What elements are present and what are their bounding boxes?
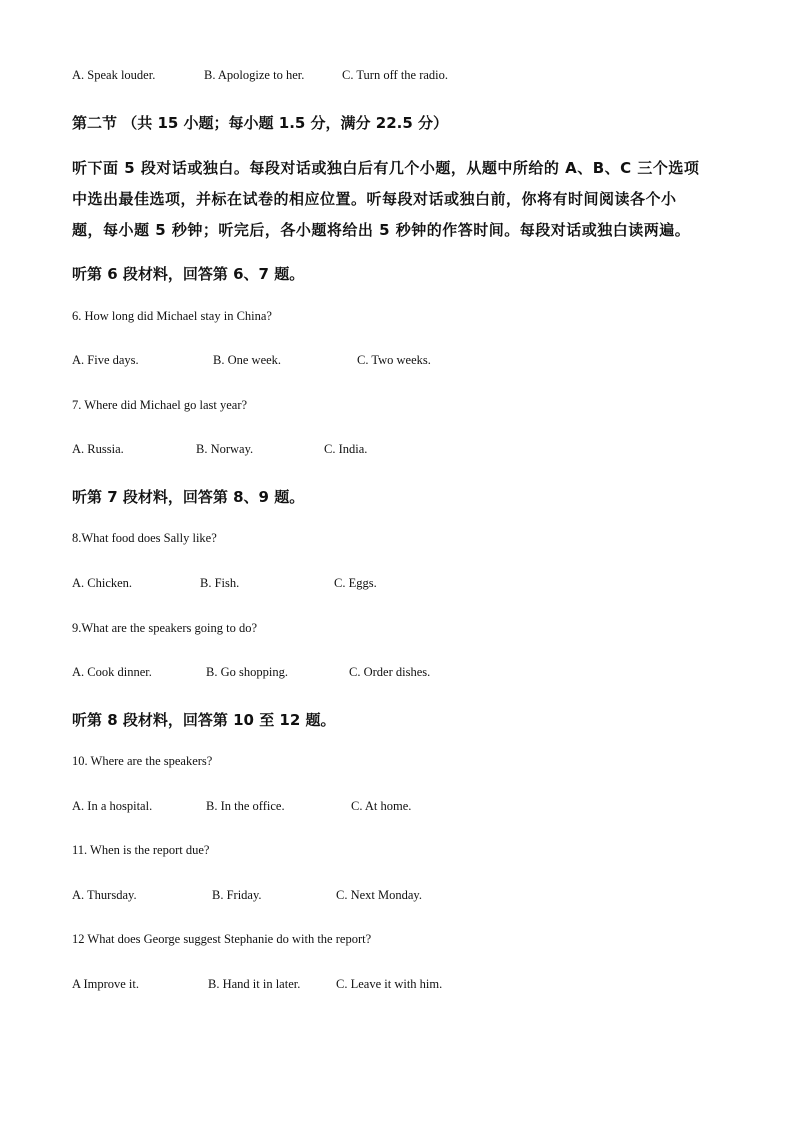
question-8-option-b: B. Fish. bbox=[200, 576, 240, 590]
section-title: 第二节 （共 15 小题；每小题 1.5 分，满分 22.5 分） bbox=[72, 114, 449, 132]
question-11-stem: 11. When is the report due? bbox=[72, 843, 210, 857]
question-11-option-c: C. Next Monday. bbox=[336, 888, 422, 902]
question-9-option-b: B. Go shopping. bbox=[206, 665, 288, 679]
question-11-option-b: B. Friday. bbox=[212, 888, 262, 902]
question-11-option-a: A. Thursday. bbox=[72, 888, 137, 902]
q5-option-c: C. Turn off the radio. bbox=[342, 68, 449, 82]
question-7-option-a: A. Russia. bbox=[72, 442, 124, 456]
question-6-option-a: A. Five days. bbox=[72, 353, 139, 367]
question-12-stem: 12 What does George suggest Stephanie do with the report? bbox=[72, 932, 372, 946]
question-7-stem: 7. Where did Michael go last year? bbox=[72, 398, 248, 412]
question-6-stem: 6. How long did Michael stay in China? bbox=[72, 309, 272, 323]
question-12-option-b: B. Hand it in later. bbox=[208, 977, 301, 991]
question-9-stem: 9.What are the speakers going to do? bbox=[72, 621, 258, 635]
question-7-option-c: C. India. bbox=[324, 442, 368, 456]
question-9-option-c: C. Order dishes. bbox=[349, 665, 431, 679]
question-10-option-a: A. In a hospital. bbox=[72, 799, 153, 813]
question-12-option-c: C. Leave it with him. bbox=[336, 977, 443, 991]
group-heading-material-6: 听第 6 段材料，回答第 6、7 题。 bbox=[72, 265, 305, 283]
q5-option-b: B. Apologize to her. bbox=[204, 68, 305, 82]
question-6-option-b: B. One week. bbox=[213, 353, 282, 367]
question-6-option-c: C. Two weeks. bbox=[357, 353, 431, 367]
instructions-line-2: 中选出最佳选项，并标在试卷的相应位置。听每段对话或独白前，你将有时间阅读各个小 bbox=[72, 190, 677, 208]
instructions-line-3: 题，每小题 5 秒钟；听完后，各小题将给出 5 秒钟的作答时间。每段对话或独白读两遍。 bbox=[72, 221, 691, 239]
question-10-stem: 10. Where are the speakers? bbox=[72, 754, 213, 768]
question-8-option-c: C. Eggs. bbox=[334, 576, 377, 590]
question-10-option-b: B. In the office. bbox=[206, 799, 285, 813]
question-8-stem: 8.What food does Sally like? bbox=[72, 531, 217, 545]
q5-option-a: A. Speak louder. bbox=[72, 68, 156, 82]
question-12-option-a: A Improve it. bbox=[72, 977, 140, 991]
question-9-option-a: A. Cook dinner. bbox=[72, 665, 152, 679]
question-7-option-b: B. Norway. bbox=[196, 442, 254, 456]
instructions-line-1: 听下面 5 段对话或独白。每段对话或独白后有几个小题，从题中所给的 A、B、C 三个选项 bbox=[72, 159, 700, 177]
group-heading-material-8: 听第 8 段材料，回答第 10 至 12 题。 bbox=[72, 711, 336, 729]
question-10-option-c: C. At home. bbox=[351, 799, 412, 813]
group-heading-material-7: 听第 7 段材料，回答第 8、9 题。 bbox=[72, 488, 305, 506]
question-8-option-a: A. Chicken. bbox=[72, 576, 133, 590]
